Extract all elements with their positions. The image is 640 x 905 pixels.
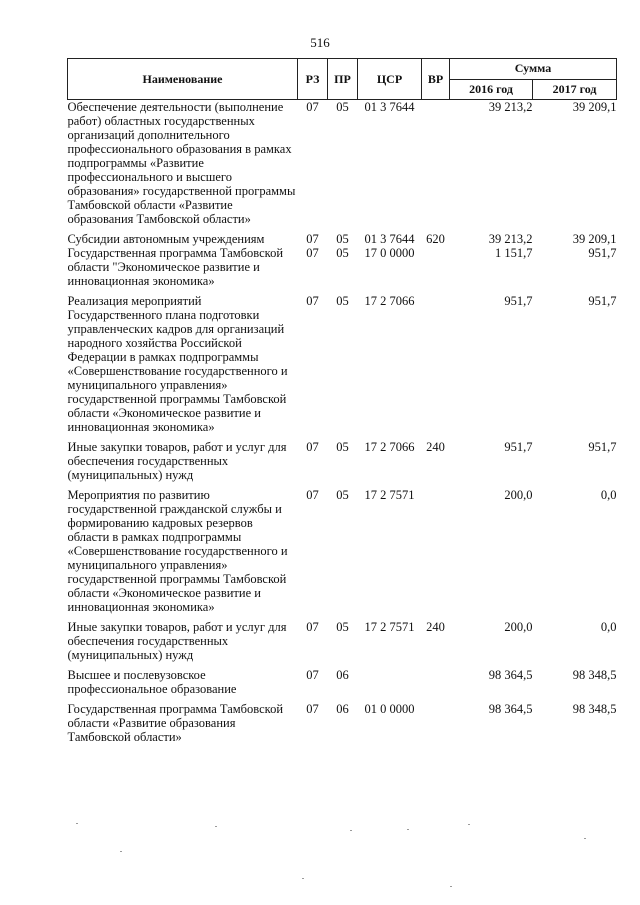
row-csr: 01 0 0000 xyxy=(364,702,415,716)
header-csr: ЦСР xyxy=(358,59,422,100)
budget-table xyxy=(67,58,617,744)
table-body xyxy=(68,100,617,745)
table-row xyxy=(68,440,617,482)
row-sum-2017: 0,0 xyxy=(600,488,617,502)
table-header xyxy=(68,59,617,100)
table-row xyxy=(68,294,617,434)
row-rz: 07 xyxy=(306,232,319,246)
row-vr xyxy=(422,668,450,696)
row-rz: 07 xyxy=(306,100,319,114)
row-vr xyxy=(422,294,450,434)
row-csr: 17 2 7066 xyxy=(364,294,415,308)
header-name: Наименование xyxy=(68,59,298,100)
row-name: Высшее и послевузовское профессиональное образование xyxy=(67,668,237,696)
row-sum-2016: 200,0 xyxy=(504,488,533,502)
header-vr: ВР xyxy=(422,59,450,100)
row-name: Мероприятия по развитию государственной гражданской службы и формированию кадровых резервов области в рамках подпрограммы «Совершенствование государственного и муниципального управления» государственной программы Тамбовской области «Экономическое развитие и инновационная экономика» xyxy=(67,488,288,614)
row-sum-2016: 98 364,5 xyxy=(488,668,533,682)
row-sum-2016: 200,0 xyxy=(504,620,533,634)
row-vr xyxy=(422,100,450,227)
row-sum-2016: 39 213,2 xyxy=(488,232,533,246)
row-vr: 620 xyxy=(426,232,445,246)
table-row xyxy=(68,246,617,288)
table-row xyxy=(68,668,617,696)
row-sum-2016: 951,7 xyxy=(504,440,533,454)
row-rz: 07 xyxy=(306,620,319,634)
table-row xyxy=(68,620,617,662)
row-name: Обеспечение деятельности (выполнение работ) областных государственных организаций дополнительного профессионального образования в рамках подпрограммы «Развитие профессионального и высшего образования» государственной программы Тамбовской области «Развитие образования Тамбовской области» xyxy=(67,100,296,226)
row-csr: 17 0 0000 xyxy=(364,246,415,260)
row-rz: 07 xyxy=(306,488,319,502)
row-csr: 01 3 7644 xyxy=(364,100,415,114)
table-row xyxy=(68,702,617,744)
row-sum-2017: 98 348,5 xyxy=(572,668,617,682)
header-rz: РЗ xyxy=(298,59,328,100)
row-rz: 07 xyxy=(306,440,319,454)
row-sum-2017: 951,7 xyxy=(588,440,617,454)
row-name: Иные закупки товаров, работ и услуг для обеспечения государственных (муниципальных) нужд xyxy=(67,620,287,662)
row-name: Государственная программа Тамбовской области "Экономическое развитие и инновационная экономика» xyxy=(67,246,284,288)
row-sum-2016: 39 213,2 xyxy=(488,100,533,114)
page-number: 516 xyxy=(310,35,330,50)
row-pr: 05 xyxy=(336,294,349,308)
row-name: Реализация мероприятий Государственного плана подготовки управленческих кадров для организаций народного хозяйства Российской Федерации в рамках подпрограммы «Совершенствование государственного и муниципального управления» государственной программы Тамбовской области «Экономическое развитие и инновационная экономика» xyxy=(67,294,288,434)
row-vr xyxy=(422,246,450,288)
table-row xyxy=(68,232,617,246)
table-row xyxy=(68,488,617,614)
row-name: Субсидии автономным учреждениям xyxy=(67,232,265,246)
row-sum-2016: 1 151,7 xyxy=(495,246,533,260)
row-vr xyxy=(422,488,450,614)
header-year-2017: 2017 год xyxy=(533,79,617,100)
row-sum-2016: 951,7 xyxy=(504,294,533,308)
row-csr: 17 2 7571 xyxy=(364,620,415,634)
row-pr: 05 xyxy=(336,232,349,246)
row-vr xyxy=(422,702,450,744)
row-rz: 07 xyxy=(306,246,319,260)
row-pr: 06 xyxy=(336,668,349,682)
row-sum-2017: 951,7 xyxy=(588,294,617,308)
row-sum-2017: 951,7 xyxy=(588,246,617,260)
row-sum-2017: 98 348,5 xyxy=(572,702,617,716)
row-csr: 01 3 7644 xyxy=(364,232,415,246)
row-pr: 05 xyxy=(336,620,349,634)
row-vr: 240 xyxy=(426,440,445,454)
header-year-2016: 2016 год xyxy=(450,79,533,100)
row-rz: 07 xyxy=(306,294,319,308)
row-rz: 07 xyxy=(306,702,319,716)
row-pr: 05 xyxy=(336,246,349,260)
row-sum-2017: 39 209,1 xyxy=(572,232,617,246)
row-sum-2017: 0,0 xyxy=(600,620,617,634)
header-pr: ПР xyxy=(328,59,358,100)
header-sum: Сумма xyxy=(450,59,617,80)
row-csr xyxy=(358,668,422,696)
row-pr: 06 xyxy=(336,702,349,716)
row-pr: 05 xyxy=(336,100,349,114)
row-sum-2016: 98 364,5 xyxy=(488,702,533,716)
row-csr: 17 2 7066 xyxy=(364,440,415,454)
table-row xyxy=(68,100,617,227)
row-name: Иные закупки товаров, работ и услуг для обеспечения государственных (муниципальных) нужд xyxy=(67,440,287,482)
row-rz: 07 xyxy=(306,668,319,682)
row-csr: 17 2 7571 xyxy=(364,488,415,502)
row-pr: 05 xyxy=(336,488,349,502)
row-pr: 05 xyxy=(336,440,349,454)
row-sum-2017: 39 209,1 xyxy=(572,100,617,114)
row-name: Государственная программа Тамбовской области «Развитие образования Тамбовской области» xyxy=(67,702,284,744)
row-vr: 240 xyxy=(426,620,445,634)
